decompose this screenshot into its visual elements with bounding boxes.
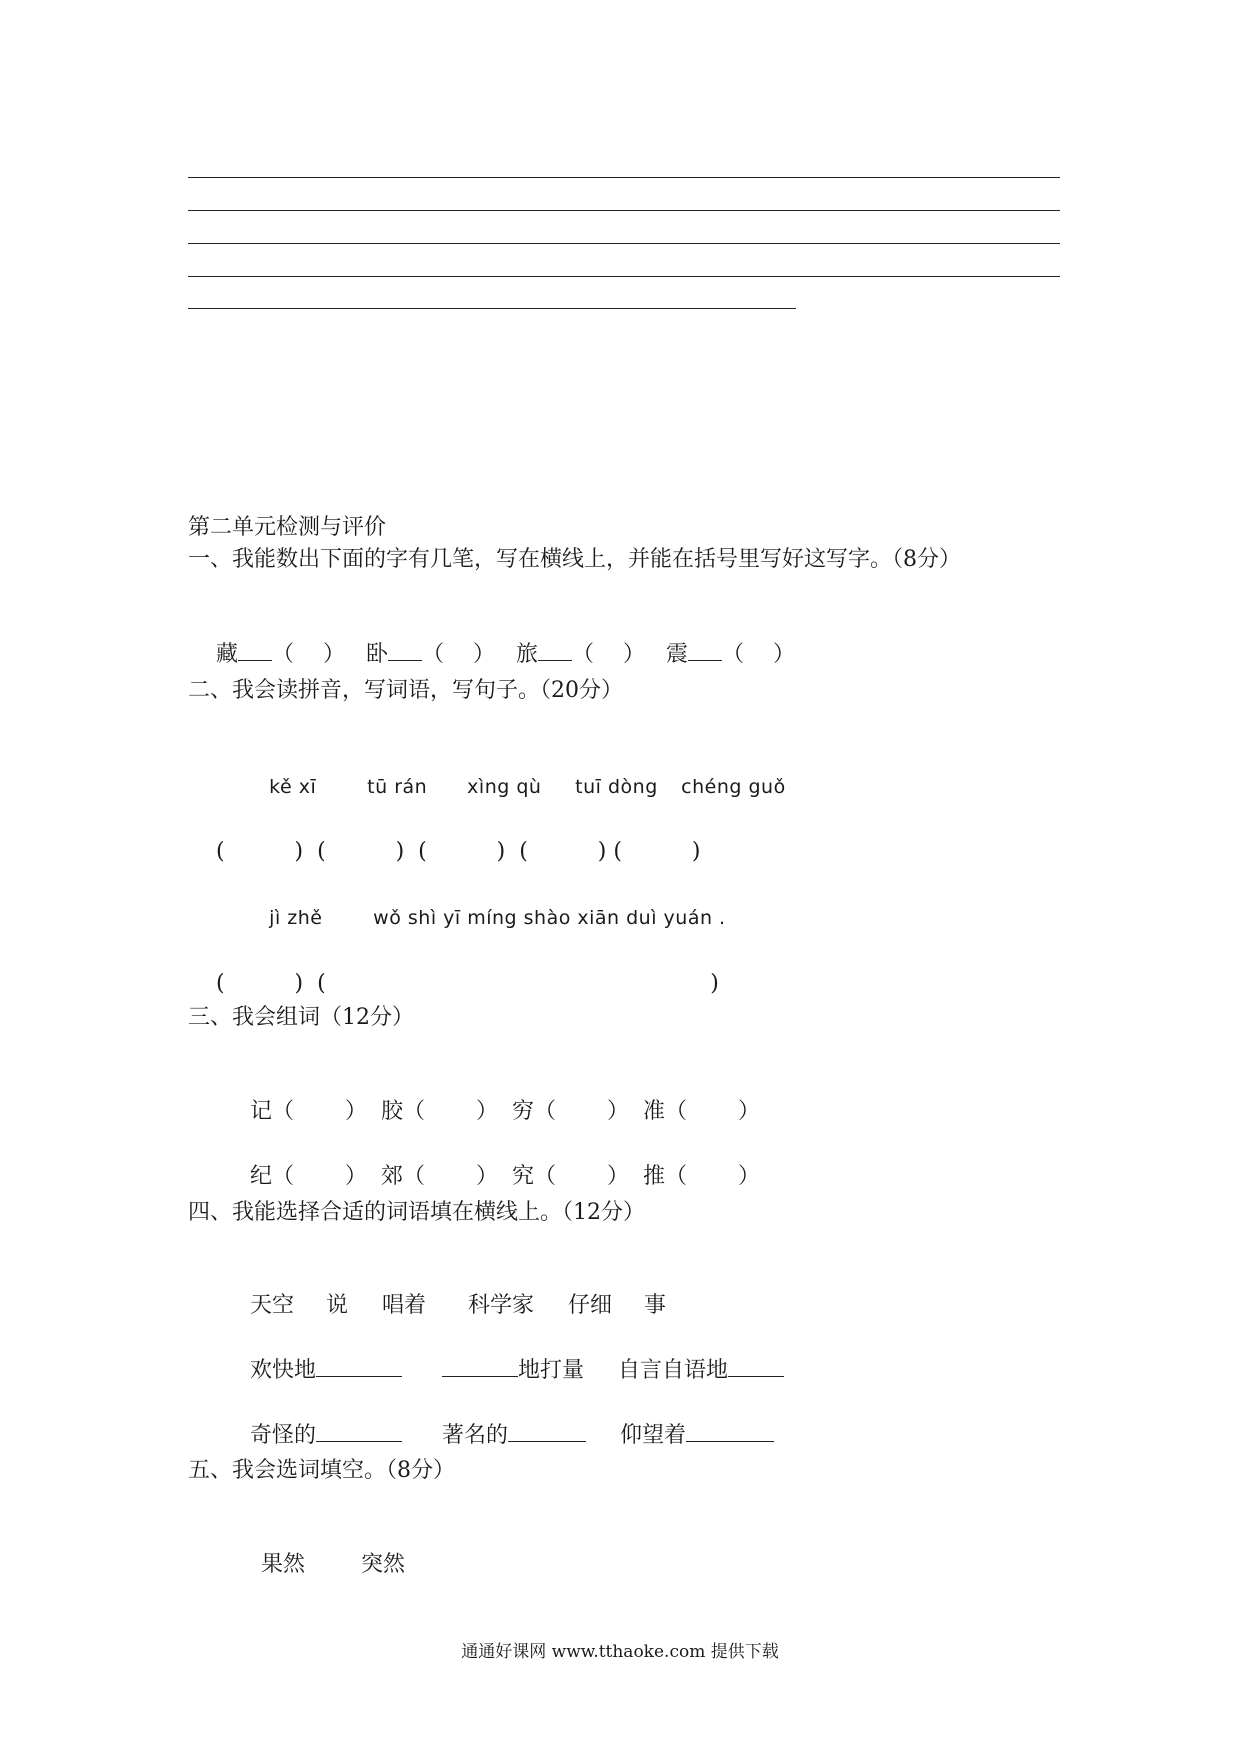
fill-blank[interactable]: [508, 1421, 586, 1442]
q4-heading: 四、我能选择合适的词语填在横线上。（12分）: [188, 1200, 645, 1225]
stroke-blank[interactable]: [688, 640, 722, 661]
word-paren[interactable]: （ ）: [272, 1164, 381, 1189]
q3-char: 准: [642, 1099, 665, 1124]
q3-char: 究: [511, 1164, 534, 1189]
paren[interactable]: （ ）: [422, 642, 495, 667]
choice-word: 突然: [360, 1552, 405, 1577]
bank-word: 事: [643, 1293, 666, 1318]
q3-char: 记: [249, 1099, 272, 1124]
fill-prompt: 欢快地: [249, 1358, 316, 1383]
q3-heading: 三、我会组词（12分）: [188, 1005, 414, 1030]
stroke-blank[interactable]: [238, 640, 272, 661]
q5-heading: 五、我会选词填空。（8分）: [188, 1458, 455, 1483]
bank-word: 仔细: [567, 1293, 612, 1318]
fill-blank[interactable]: [442, 1356, 518, 1377]
pinyin-sentence: wǒ shì yī míng shào xiān duì yuán .: [373, 907, 726, 929]
fill-blank[interactable]: [316, 1356, 402, 1377]
q3-char: 推: [642, 1164, 665, 1189]
q1-char: 震: [665, 642, 688, 667]
word-paren[interactable]: （ ）: [534, 1099, 643, 1124]
word-paren[interactable]: （ ）: [403, 1099, 512, 1124]
q1-heading: 一、我能数出下面的字有几笔，写在横线上，并能在括号里写好这写字。（8分）: [188, 547, 961, 572]
bank-word: 科学家: [467, 1293, 534, 1318]
paren[interactable]: （ ）: [272, 642, 345, 667]
writing-line: [188, 177, 1060, 178]
fill-prompt: 地打量: [518, 1358, 585, 1383]
word-paren[interactable]: （ ）: [403, 1164, 512, 1189]
q5-words: [233, 1523, 405, 1607]
fill-prompt: 奇怪的: [249, 1423, 316, 1448]
answer-paren[interactable]: ( ) ( ) ( ) ( ) ( ): [215, 839, 701, 864]
word-paren[interactable]: （ ）: [272, 1099, 381, 1124]
pinyin-word: tū rán: [367, 776, 428, 798]
word-paren[interactable]: （ ）: [665, 1099, 760, 1124]
pinyin-word: kě xī: [269, 776, 317, 798]
pinyin-word: xìng qù: [467, 776, 542, 798]
q3-char: 郊: [380, 1164, 403, 1189]
q3-char: 穷: [511, 1099, 534, 1124]
fill-blank[interactable]: [316, 1421, 402, 1442]
fill-blank[interactable]: [686, 1421, 774, 1442]
answer-paren[interactable]: ( ) ( ): [215, 971, 719, 996]
fill-blank[interactable]: [728, 1356, 784, 1377]
writing-line: [188, 210, 1060, 211]
q1-char: 卧: [365, 642, 388, 667]
stroke-blank[interactable]: [388, 640, 422, 661]
q2-heading: 二、我会读拼音，写词语，写句子。（20分）: [188, 678, 623, 703]
writing-line: [188, 243, 1060, 244]
word-paren[interactable]: （ ）: [534, 1164, 643, 1189]
fill-prompt: 仰望着: [620, 1423, 687, 1448]
paren[interactable]: （ ）: [722, 642, 795, 667]
writing-line: [188, 276, 1060, 277]
fill-prompt: 自言自语地: [618, 1358, 729, 1383]
section-title: 第二单元检测与评价: [188, 515, 387, 540]
paren[interactable]: （ ）: [572, 642, 645, 667]
pinyin-word: chéng guǒ: [681, 776, 786, 798]
q3-char: 胶: [380, 1099, 403, 1124]
pinyin-word: tuī dòng: [575, 776, 658, 798]
choice-word: 果然: [260, 1552, 305, 1577]
bank-word: 天空: [249, 1293, 294, 1318]
writing-line: [188, 308, 796, 309]
q1-char: 旅: [515, 642, 538, 667]
page-footer: 通通好课网 www.tthaoke.com 提供下载: [461, 1642, 779, 1662]
pinyin-word: jì zhě: [269, 907, 323, 929]
q3-char: 纪: [249, 1164, 272, 1189]
stroke-blank[interactable]: [538, 640, 572, 661]
bank-word: 说: [325, 1293, 348, 1318]
bank-word: 唱着: [381, 1293, 426, 1318]
fill-prompt: 著名的: [442, 1423, 509, 1448]
word-paren[interactable]: （ ）: [665, 1164, 760, 1189]
q1-char: 藏: [215, 642, 238, 667]
